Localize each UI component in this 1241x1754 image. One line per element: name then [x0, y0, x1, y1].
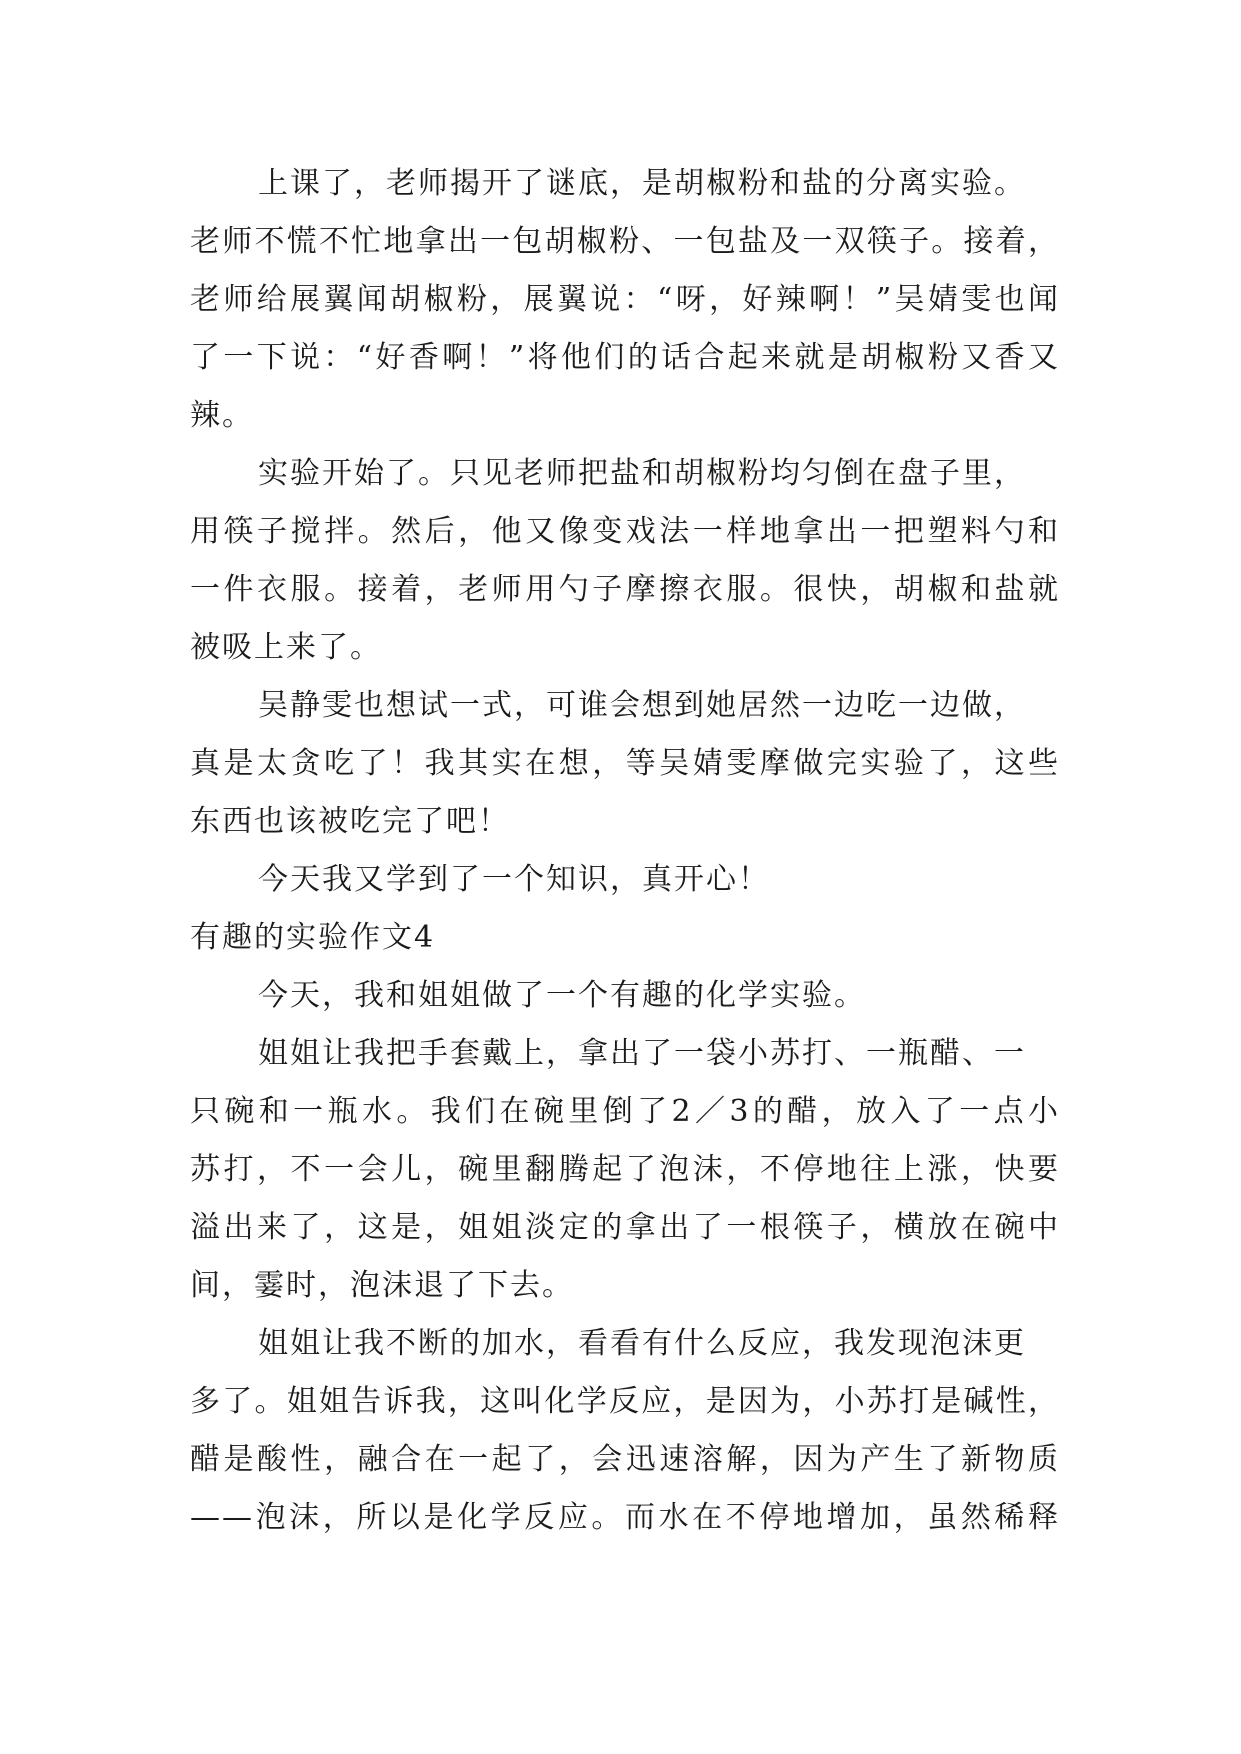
paragraph-2	[190, 445, 1060, 677]
document-body	[190, 155, 1060, 1547]
text-line: 间，霎时，泡沫退了下去。	[190, 1268, 574, 1303]
text-line: 用筷子搅拌。然后，他又像变戏法一样地拿出一把塑料勺和	[190, 514, 1060, 549]
essay-heading: 有趣的实验作文4	[190, 920, 436, 955]
text-line: 姐姐让我不断的加水，看看有什么反应，我发现泡沫更	[258, 1326, 1026, 1361]
text-line: 实验开始了。只见老师把盐和胡椒粉均匀倒在盘子里，	[258, 456, 1026, 491]
text-line: 上课了，老师揭开了谜底，是胡椒粉和盐的分离实验。	[258, 166, 1026, 201]
text-line: 辣。	[190, 398, 254, 433]
text-line: 今天我又学到了一个知识，真开心！	[258, 862, 770, 897]
text-line: 被吸上来了。	[190, 630, 382, 665]
text-line: 溢出来了，这是，姐姐淡定的拿出了一根筷子，横放在碗中	[190, 1210, 1060, 1245]
text-line: 真是太贪吃了！我其实在想，等吴婧雯摩做完实验了，这些	[190, 746, 1060, 781]
text-line: 吴静雯也想试一式，可谁会想到她居然一边吃一边做，	[258, 688, 1026, 723]
paragraph-3	[190, 677, 1060, 851]
paragraph-6	[190, 1025, 1060, 1315]
text-line: 多了。姐姐告诉我，这叫化学反应，是因为，小苏打是碱性，	[190, 1384, 1060, 1419]
paragraph-1	[190, 155, 1060, 445]
text-line: 今天，我和姐姐做了一个有趣的化学实验。	[258, 978, 866, 1013]
text-line: 了一下说：“好香啊！”将他们的话合起来就是胡椒粉又香又	[190, 340, 1060, 375]
paragraph-7	[190, 1315, 1060, 1547]
text-line: 东西也该被吃完了吧！	[190, 804, 510, 839]
text-line: 一件衣服。接着，老师用勺子摩擦衣服。很快，胡椒和盐就	[190, 572, 1060, 607]
text-line: 姐姐让我把手套戴上，拿出了一袋小苏打、一瓶醋、一	[258, 1036, 1026, 1071]
paragraph-4	[190, 851, 1060, 909]
text-line: 苏打，不一会儿，碗里翻腾起了泡沫，不停地往上涨，快要	[190, 1152, 1060, 1187]
paragraph-5	[190, 967, 1060, 1025]
text-line: 老师给展翼闻胡椒粉，展翼说：“呀，好辣啊！”吴婧雯也闻	[190, 282, 1060, 317]
text-line: ——泡沫，所以是化学反应。而水在不停地增加，虽然稀释	[190, 1500, 1060, 1535]
text-line: 老师不慌不忙地拿出一包胡椒粉、一包盐及一双筷子。接着，	[190, 224, 1060, 259]
text-line: 醋是酸性，融合在一起了，会迅速溶解，因为产生了新物质	[190, 1442, 1060, 1477]
text-line: 只碗和一瓶水。我们在碗里倒了2／3的醋，放入了一点小	[190, 1094, 1060, 1129]
